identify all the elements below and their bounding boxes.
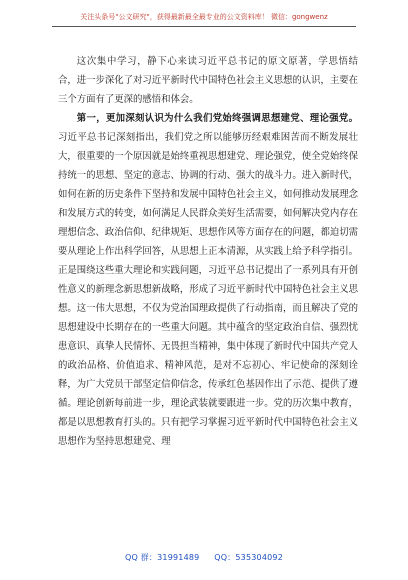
paragraph-text: 习近平总书记深刻指出，我们党之所以能够历经艰难困苦而不断发展壮大，很重要的一个原因就是始终重视思想建党、理论强党，使全党始终保持统一的思想、坚定的意志、协调的行动、强大的战斗力。进入新时代，如何在新的历史条件下坚持和发展中国特色社会主义，如何推动发展理念和发展方式的转变，如何满足人民群众美好生活需要，如何解决党内存在理想信念、政治信仰、纪律规矩、思想作风等方面存在的问题，都迫切需要从理论上作出科学回答，从思想上正本清源，从实践上给予科学指引。正是围绕这些重大理论和实践问题，习近平总书记提出了一系列具有开创性意义的新理念新思想新战略，形成了习近平新时代中国特色社会主义思想。这一伟大思想，不仅为党治国理政提供了行动指南，而且解决了党的思想建设中长期存在的一些重大问题。其中蕴含的坚定政治自信、强烈忧患意识、真挚人民情怀、无畏担当精神，集中体现了新时代中国共产党人的政治品格、价值追求、精神风范，是对不忘初心、牢记使命的深刻诠释，为广大党员干部坚定信仰信念，传承红色基因作出了示范、提供了遵循。理论创新每前进一步，理论武装就要跟进一步。党的历次集中教育，都是以思想教育打头的。只有把学习掌握习近平新时代中国特色社会主义思想作为坚持思想建党、理: [58, 132, 359, 447]
page-header: [52, 10, 356, 27]
paragraph-heading: 第一，更加深刻认识为什么我们党始终强调思想建党、理论强党。: [76, 113, 358, 124]
page-footer: [0, 552, 408, 563]
document-body: [58, 52, 358, 451]
header-banner-text: 关注头条号"公文研究"，获得最新最全最专业的公文资料库！ 微信：gongwenz: [80, 13, 328, 21]
footer-qq-group: QQ 群：31991489: [124, 553, 200, 562]
paragraph-text: 这次集中学习，静下心来读习近平总书记的原文原著，学思悟结合，进一步深化了对习近平新时代中国特色社会主义思想的认识，主要在三个方面有了更深的感悟和体会。: [58, 56, 359, 105]
paragraph-intro: [58, 52, 358, 109]
paragraph-first-point: [58, 109, 358, 451]
footer-qq: QQ：535304092: [214, 553, 284, 562]
